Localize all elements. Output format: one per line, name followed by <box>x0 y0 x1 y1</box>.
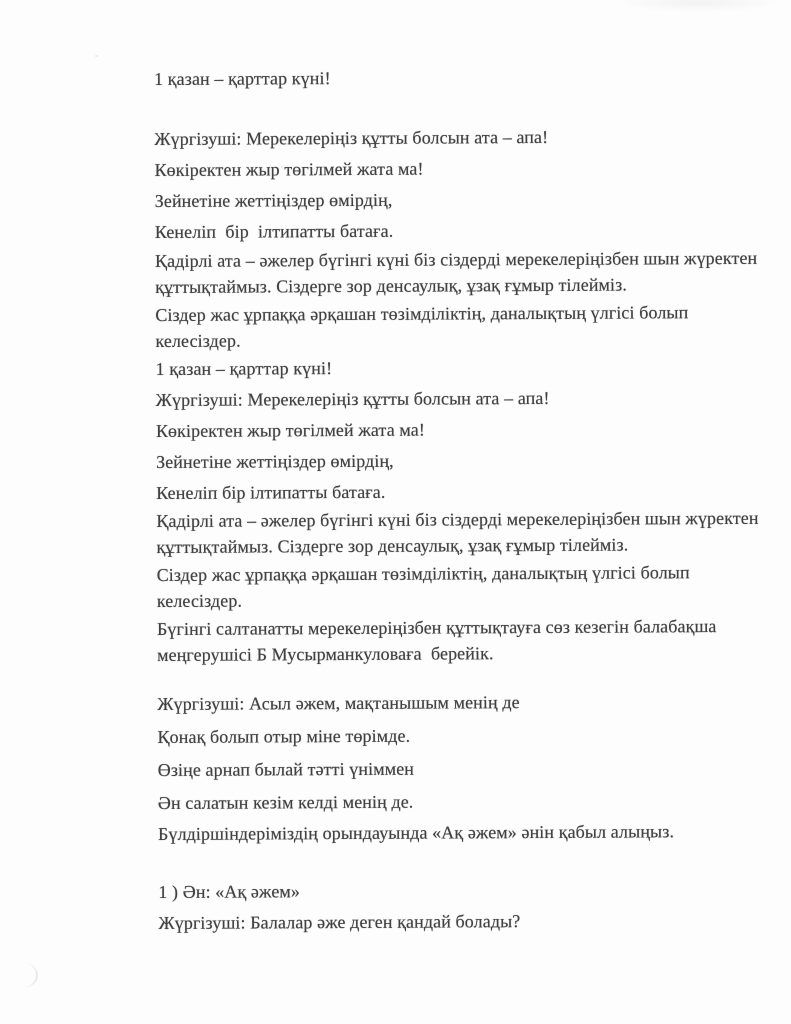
paragraph-line: Сіздер жас ұрпаққа әрқашан төзімділіктің, даналықтың үлгісі болып <box>155 302 689 325</box>
paragraph-line: келесіздер. <box>156 590 243 611</box>
verse-line: Зейнетіне жеттіңіздер өмірдің, <box>154 189 393 211</box>
title-line: 1 қазан – қарттар күні! <box>155 358 333 379</box>
verse-line: Қонақ болып отыр міне төрімде. <box>157 725 411 747</box>
host-greeting-line: Жүргізуші: Мерекелеріңіз құтты болсын ата – апа! <box>154 126 549 149</box>
paragraph-line: Қадірлі ата – әжелер бүгінгі күні біз сіздерді мерекелеріңізбен шын жүректен <box>154 247 758 271</box>
verse-line: Өзіңе арнап былай тәтті үніммен <box>157 758 415 780</box>
verse-line: Ән салатын кезім келді менің де. <box>157 791 414 813</box>
host-greeting-line: Жүргізуші: Мерекелеріңіз құтты болсын ата – апа! <box>155 387 550 410</box>
paragraph-line: құттықтаймыз. Сіздерге зор денсаулық, ұзақ ғұмыр тілейміз. <box>155 274 627 297</box>
verse-line: Зейнетіне жеттіңіздер өмірдің, <box>156 450 394 472</box>
scan-speck <box>95 55 98 57</box>
song-intro-line: Бүлдіршіндеріміздің орындауында «Ақ әжем» әнін қабыл алыңыз. <box>157 821 675 844</box>
paragraph-line: Қадірлі ата – әжелер бүгінгі күні біз сіздерді мерекелеріңізбен шын жүректен <box>156 507 759 531</box>
verse-line: Кенеліп бір ілтипатты батаға. <box>154 220 394 242</box>
paragraph-line: Сіздер жас ұрпаққа әрқашан төзімділіктің, даналықтың үлгісі болып <box>156 562 690 585</box>
verse-line: Көкіректен жыр төгілмей жата ма! <box>155 419 425 441</box>
title-line: 1 қазан – қарттар күні! <box>154 68 331 89</box>
host-question-line: Жүргізуші: Балалар әже деген қандай болады? <box>158 911 521 933</box>
host-verse-line: Жүргізуші: Асыл әжем, мақтанышым менің де <box>157 692 520 714</box>
verse-line: Көкіректен жыр төгілмей жата ма! <box>154 158 424 180</box>
paragraph-line: келесіздер. <box>155 330 241 351</box>
scan-smudge <box>613 0 783 12</box>
pen-mark <box>22 963 39 989</box>
paragraph-line: Бүгінгі салтанатты мерекелеріңізбен құттықтауға сөз кезегін балабақша <box>156 616 717 639</box>
song-title-line: 1 ) Ән: «Ақ әжем» <box>158 881 301 902</box>
paragraph-line: меңгерушісі Б Мусырманкуловаға берейік. <box>157 643 494 665</box>
document-text <box>154 63 759 936</box>
verse-line: Кенеліп бір ілтипатты батаға. <box>156 481 386 503</box>
paragraph-line: құттықтаймыз. Сіздерге зор денсаулық, ұзақ ғұмыр тілейміз. <box>156 534 629 557</box>
